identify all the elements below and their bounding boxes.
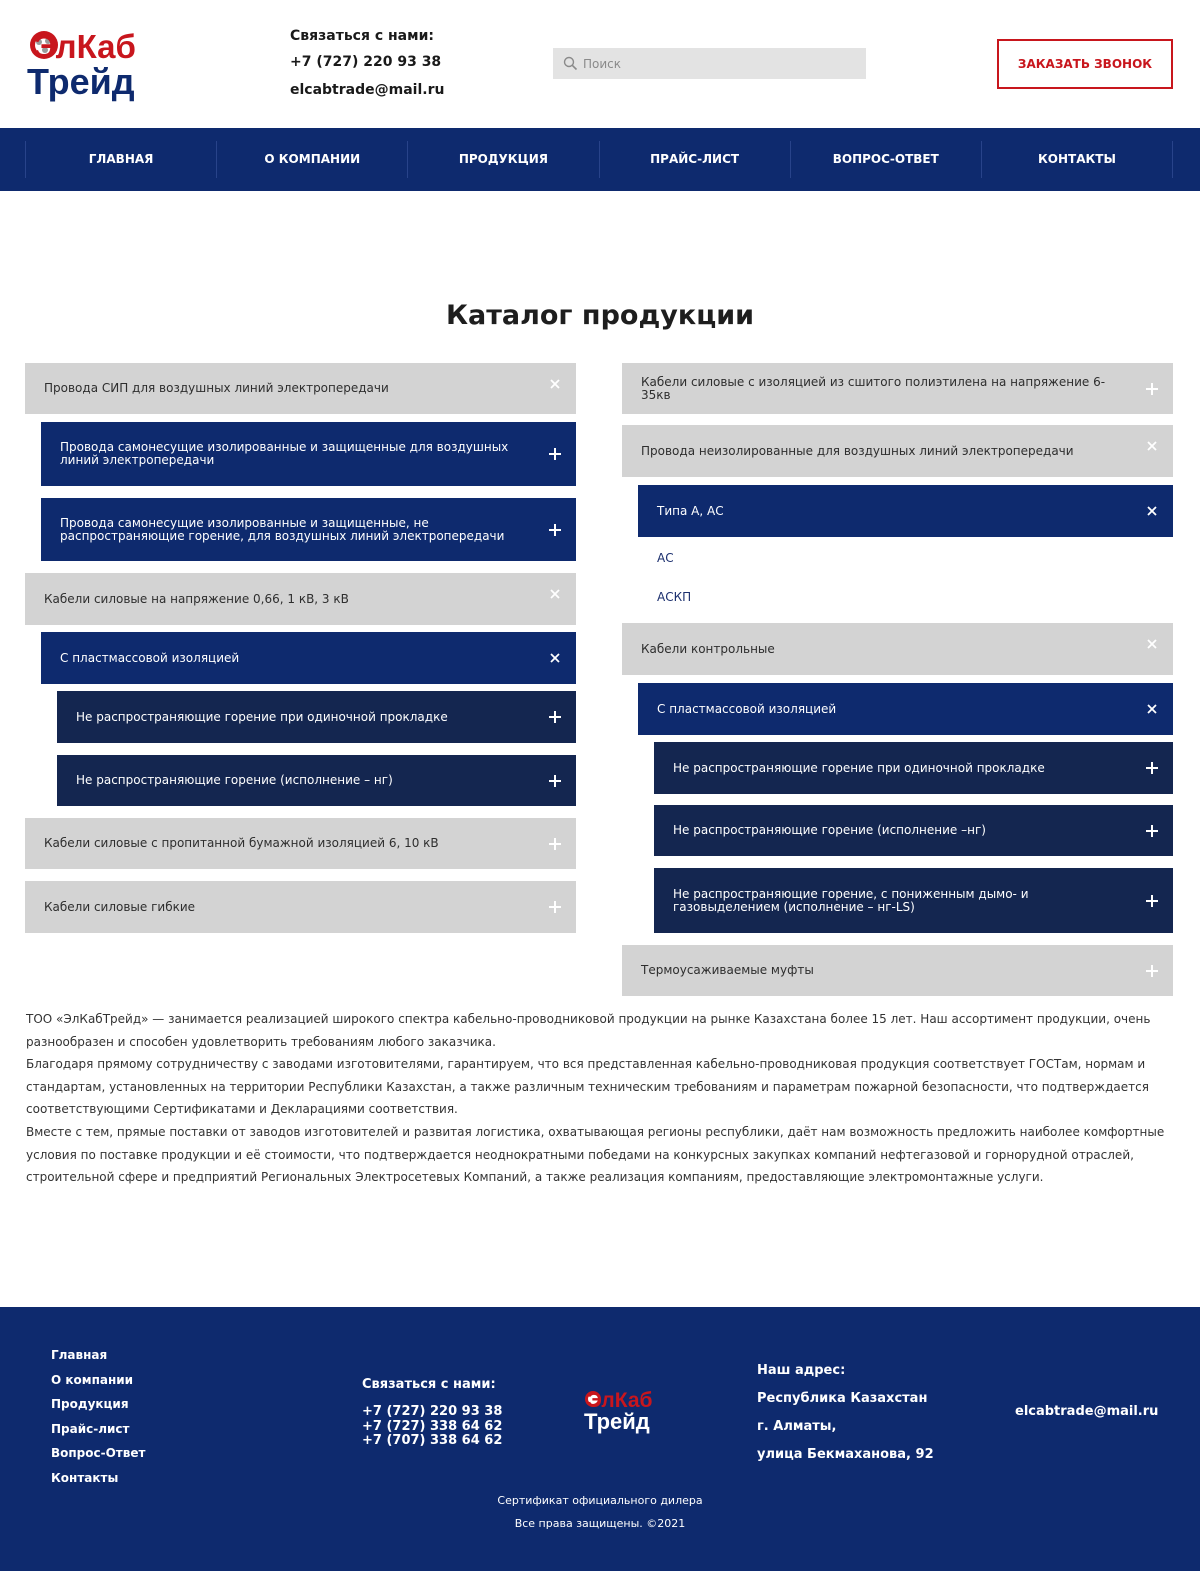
header-contacts	[290, 24, 444, 104]
plus-icon[interactable]	[548, 447, 562, 461]
plus-icon[interactable]	[548, 837, 562, 851]
catalog-item-label: Кабели силовые на напряжение 0,66, 1 кВ, 3 кВ	[44, 591, 349, 606]
catalog-subitem-link[interactable]: АС	[657, 551, 674, 565]
close-icon[interactable]	[1145, 439, 1159, 453]
footer-nav-contacts[interactable]: Контакты	[51, 1470, 119, 1485]
catalog-item-label: Не распространяющие горение при одиночной прокладке	[76, 709, 448, 724]
footer-phone-2[interactable]: +7 (727) 338 64 62	[362, 1418, 503, 1434]
plus-icon[interactable]	[548, 523, 562, 537]
catalog-subsubcategory[interactable]	[57, 691, 576, 743]
catalog-item-label: Провода самонесущие изолированные и защищенные для воздушных линий электропередачи	[60, 440, 509, 467]
footer-nav-price-list[interactable]: Прайс-лист	[51, 1421, 130, 1436]
catalog-item-label: Кабели силовые гибкие	[44, 899, 196, 914]
plus-icon[interactable]	[1145, 894, 1159, 908]
nav-item-products[interactable]: ПРОДУКЦИЯ	[407, 141, 598, 178]
footer-nav-products[interactable]: Продукция	[51, 1397, 129, 1411]
catalog-item-label: С пластмассовой изоляцией	[60, 650, 240, 665]
search-box	[553, 48, 866, 79]
plus-icon[interactable]	[548, 774, 562, 788]
catalog-category[interactable]	[622, 623, 1173, 675]
catalog-category[interactable]	[622, 945, 1173, 996]
nav-item-contacts[interactable]: КОНТАКТЫ	[981, 141, 1173, 178]
footer-contacts	[362, 1377, 502, 1449]
footer-logo-line2: Трейд	[584, 1409, 650, 1434]
catalog-subitem-link[interactable]: АСКП	[657, 590, 692, 604]
copyright: Все права защищены. ©2021	[514, 1517, 686, 1530]
footer-nav-about[interactable]: О компании	[51, 1372, 134, 1387]
catalog-item-label: Провода самонесущие изолированные и защищенные, не распространяющие горение, для воздушных линий электропередачи	[60, 515, 505, 543]
catalog-category[interactable]	[25, 573, 576, 625]
footer-contact-title: Связаться с нами:	[362, 1377, 496, 1392]
about-paragraph-2: Благодаря прямому сотрудничеству с заводами изготовителями, гарантируем, что вся представленная кабельно-проводниковая продукция соответствует ГОСТам, нормам и стандартам, установленных на территории Республики Казахстан, а также различным техническим требованиям и параметрам пожарной безопасности, что подтверждается соответствующими Сертификатами и Декларациями соответствия.	[26, 1057, 1149, 1117]
footer-phone-1[interactable]: +7 (727) 220 93 38	[362, 1404, 503, 1419]
company-description	[26, 1008, 1176, 1189]
catalog-item-label: Провода неизолированные для воздушных линий электропередачи	[641, 443, 1074, 458]
catalog-title: Каталог продукции	[445, 300, 755, 331]
footer-address	[757, 1357, 934, 1469]
catalog-item-label: Не распространяющие горение, с пониженным дымо- и газовыделением (исполнение – нг-LS)	[673, 886, 1029, 914]
logo-line1: ЭлКаб	[33, 28, 136, 65]
catalog-item-label: Термоусаживаемые муфты	[641, 963, 814, 977]
catalog-subcategory[interactable]	[41, 422, 576, 486]
footer-nav-faq[interactable]: Вопрос-Ответ	[51, 1446, 146, 1460]
nav-item-faq[interactable]: ВОПРОС-ОТВЕТ	[790, 141, 981, 178]
plus-icon[interactable]	[1145, 761, 1159, 775]
catalog-item-label: Провода СИП для воздушных линий электропередачи	[44, 381, 389, 395]
plus-icon[interactable]	[548, 900, 562, 914]
catalog-subsubcategory[interactable]	[654, 742, 1173, 794]
close-icon[interactable]	[1145, 504, 1159, 518]
address-title: Наш адрес:	[757, 1363, 846, 1378]
catalog-item-label: Не распространяющие горение при одиночной прокладке	[673, 760, 1045, 775]
catalog-item-label: Не распространяющие горение (исполнение –нг)	[673, 823, 986, 837]
header-email[interactable]: elcabtrade@mail.ru	[290, 82, 445, 98]
close-icon[interactable]	[1145, 637, 1159, 651]
header-phone[interactable]: +7 (727) 220 93 38	[290, 54, 442, 70]
catalog-subcategory[interactable]	[41, 632, 576, 684]
address-line-2: г. Алматы,	[757, 1419, 837, 1434]
about-paragraph-3: Вместе с тем, прямые поставки от заводов изготовителей и развитая логистика, охватывающая регионы республики, даёт нам возможность предложить наиболее комфортные условия по поставке продукции и её стоимости, что подтверждается неоднократными победами на конкурсных закупках компаний нефтегазовой и горнорудной отраслей, строительной сфере и предприятий Региональных Электросетевых Компаний, а также реализация компаниям, предоставляющие электромонтажные услуги.	[26, 1124, 1165, 1185]
close-icon[interactable]	[1145, 702, 1159, 716]
catalog-subcategory[interactable]	[638, 485, 1173, 537]
catalog-category[interactable]	[25, 363, 576, 414]
catalog-category[interactable]	[25, 881, 576, 933]
catalog-item-label: Кабели силовые с пропитанной бумажной изоляцией 6, 10 кВ	[44, 836, 439, 850]
nav-item-home[interactable]: ГЛАВНАЯ	[25, 141, 216, 178]
catalog-item-label: Не распространяющие горение (исполнение – нг)	[76, 773, 393, 787]
catalog-subcategory[interactable]	[638, 683, 1173, 735]
site-footer	[0, 1307, 1200, 1571]
nav-item-price-list[interactable]: ПРАЙС-ЛИСТ	[599, 141, 790, 178]
close-icon[interactable]	[548, 377, 562, 391]
order-call-button[interactable]: ЗАКАЗАТЬ ЗВОНОК	[997, 39, 1173, 89]
dealer-certificate-link[interactable]: Сертификат официального дилера	[497, 1494, 703, 1507]
catalog-subsubcategory[interactable]	[57, 755, 576, 806]
site-logo[interactable]	[25, 27, 165, 105]
catalog-category[interactable]	[25, 818, 576, 869]
catalog-item-label: С пластмассовой изоляцией	[657, 701, 837, 716]
footer-nav-home[interactable]: Главная	[51, 1348, 108, 1362]
catalog-item-label: Типа А, АС	[657, 503, 724, 518]
main-nav	[0, 128, 1200, 191]
about-paragraph-1: ТОО «ЭлКабТрейд» — занимается реализацией широкого спектра кабельно-проводниковой продукции на рынке Казахстана более 15 лет. Наш ассортимент продукции, очень разнообразен и способен удовлетворить требованиям любого заказчика.	[26, 1012, 1151, 1049]
search-icon[interactable]	[563, 56, 578, 71]
footer-nav	[51, 1343, 145, 1490]
close-icon[interactable]	[548, 587, 562, 601]
catalog-subsubcategory[interactable]	[654, 868, 1173, 933]
footer-logo-line1: ЭлКаб	[587, 1389, 653, 1412]
footer-logo[interactable]	[583, 1387, 669, 1437]
catalog-item-label: Кабели контрольные	[641, 641, 775, 656]
plus-icon[interactable]	[1145, 382, 1159, 396]
plus-icon[interactable]	[548, 710, 562, 724]
footer-email[interactable]: elcabtrade@mail.ru	[1015, 1404, 1159, 1419]
plus-icon[interactable]	[1145, 824, 1159, 838]
nav-item-about[interactable]: О КОМПАНИИ	[216, 141, 407, 178]
catalog-category[interactable]	[622, 363, 1173, 414]
address-line-1: Республика Казахстан	[757, 1391, 928, 1406]
search-input[interactable]	[583, 48, 863, 79]
contact-title: Связаться с нами:	[290, 28, 434, 44]
plus-icon[interactable]	[1145, 964, 1159, 978]
footer-phone-3[interactable]: +7 (707) 338 64 62	[362, 1433, 503, 1448]
close-icon[interactable]	[548, 651, 562, 665]
catalog-category[interactable]	[622, 425, 1173, 477]
catalog-subsubcategory[interactable]	[654, 805, 1173, 856]
catalog-subcategory[interactable]	[41, 498, 576, 561]
logo-line2: Трейд	[27, 61, 135, 102]
catalog-item-label: Кабели силовые с изоляцией из сшитого полиэтилена на напряжение 6-35кв	[641, 374, 1106, 402]
address-line-3: улица Бекмаханова, 92	[757, 1447, 934, 1462]
site-header	[0, 0, 1200, 128]
